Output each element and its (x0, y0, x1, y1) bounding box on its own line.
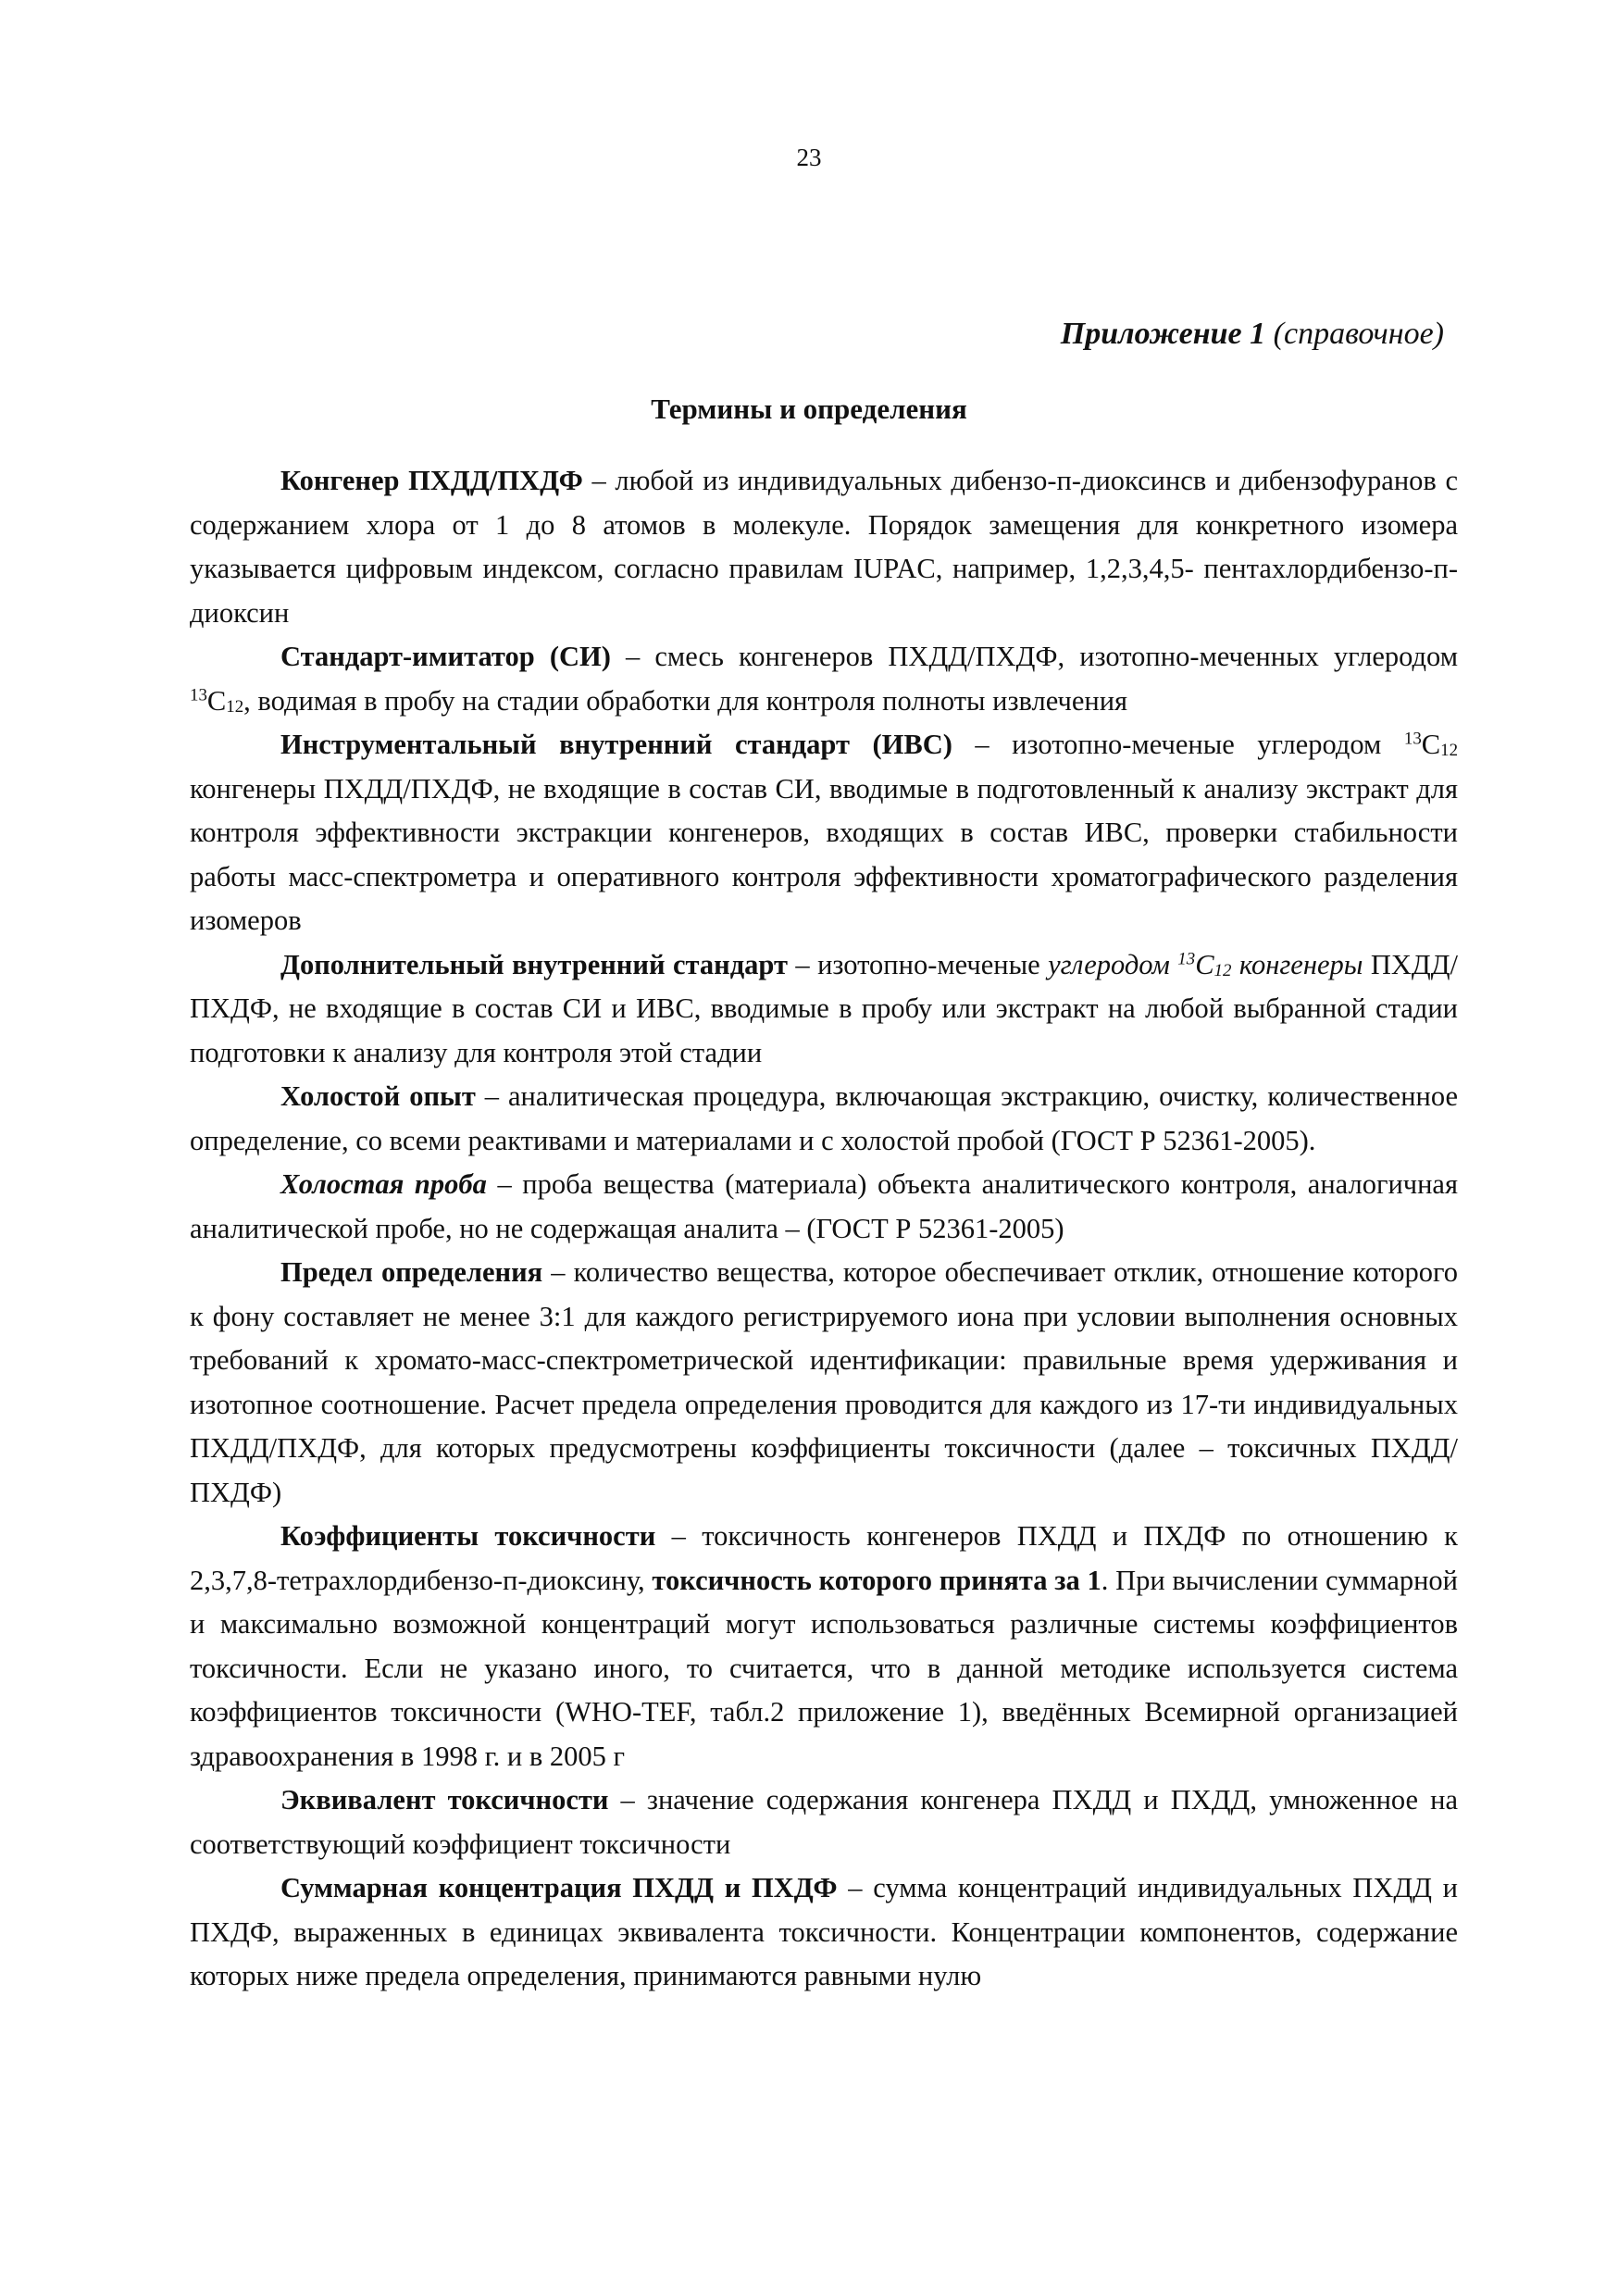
definition-instrumental-standard (190, 723, 1458, 943)
isotope-count: 12 (1214, 960, 1232, 980)
definition-text: ПХДД/ПХДФ, не входящие в состав СИ и ИВС, вводимые в пробу или экстракт на любой выбранной стадии подготовки к анализу для контроля этой стадии (190, 948, 1458, 1068)
definition-bold-text: токсичность которого принята за 1 (652, 1564, 1101, 1596)
definition-toxicity-factors (190, 1515, 1458, 1778)
page-number: 23 (796, 144, 822, 171)
definition-term: Дополнительный внутренний стандарт (280, 948, 788, 980)
definition-term: Стандарт-имитатор (СИ) (280, 641, 611, 672)
definition-term: Холостой опыт (280, 1080, 476, 1112)
definition-term: Холостая проба (280, 1168, 487, 1200)
definition-additional-standard (190, 943, 1458, 1076)
definition-text: конгенеры ПХДД/ПХДФ, не входящие в состав СИ, вводимые в подготовленный к анализу экстракт для контроля эффективности экстракции конгенеров, входящих в состав ИВС, проверки стабильности работы масс-спектрометра и оперативного контроля эффективности хроматографического разделения изомеров (190, 772, 1458, 936)
definition-text: – смесь конгенеров ПХДД/ПХДФ, изотопно-меченных углеродом (610, 641, 1459, 672)
definition-congener (190, 459, 1458, 635)
definition-text: . При вычислении суммарной и максимально возможной концентраций могут использоваться различные системы коэффициентов токсичности. Если не указано иного, то считается, что в данной методике используется система коэффициентов токсичности (WHO-TEF, табл.2 приложение 1), введённых Всемирной организацией здравоохранения в 1998 г. и в 2005 г (190, 1564, 1459, 1772)
definition-term: Эквивалент токсичности (280, 1784, 609, 1816)
isotope-element: C (1421, 729, 1441, 760)
isotope-count: 12 (1440, 740, 1459, 760)
definition-term: Предел определения (280, 1256, 543, 1288)
appendix-heading (1061, 317, 1444, 352)
definition-blank-experiment (190, 1075, 1458, 1163)
definition-total-concentration (190, 1866, 1458, 1999)
section-title: Термины и определения (651, 393, 967, 425)
isotope-mass: 13 (1177, 949, 1196, 969)
definition-text: – проба вещества (материала) объекта аналитического контроля, аналогичная аналитической пробе, но не содержащая аналита – (ГОСТ Р 52361-2005) (190, 1168, 1459, 1244)
definition-standard-imitator (190, 635, 1458, 723)
definition-term: Инструментальный внутренний стандарт (ИВС) (280, 729, 952, 760)
definition-detection-limit (190, 1251, 1458, 1515)
definition-text: – значение содержания конгенера ПХДД и ПХДД, умноженное на соответствующий коэффициент токсичности (190, 1784, 1459, 1860)
definition-italic-text: конгенеры (1231, 948, 1363, 980)
definition-toxicity-equivalent (190, 1778, 1458, 1866)
definition-term: Коэффициенты токсичности (280, 1520, 656, 1552)
definition-text: – любой из индивидуальных дибензо-п-диоксинсв и дибензофуранов с содержанием хлора от 1 до 8 атомов в молекуле. Порядок замещения для конкретного изомера указывается цифровым индексом, согласно правилам IUPAC, например, 1,2,3,4,5- пентахлордибензо-п-диоксин (190, 465, 1458, 629)
definitions-body (190, 459, 1458, 1999)
definition-text: – количество вещества, которое обеспечивает отклик, отношение которого к фону составляет не менее 3:1 для каждого регистрируемого иона при условии выполнения основных требований к хромато-масс-спектрометрической идентификации: правильные время удерживания и изотопное соотношение. Расчет предела определения проводится для каждого из 17-ти индивидуальных ПХДД/ПХДФ, для которых предусмотрены коэффициенты токсичности (далее – токсичных ПХДД/ПХДФ) (190, 1256, 1458, 1508)
definition-italic-text: углеродом (1048, 948, 1178, 980)
definition-term: Конгенер ПХДД/ПХДФ (280, 465, 583, 496)
definition-text: – изотопно-меченые (787, 948, 1049, 980)
definition-term: Суммарная концентрация ПХДД и ПХДФ (280, 1872, 838, 1903)
definition-text: – аналитическая процедура, включающая экстракцию, очистку, количественное определение, со всеми реактивами и материалами и с холостой пробой (ГОСТ Р 52361-2005). (190, 1080, 1458, 1156)
appendix-label: Приложение 1 (1060, 317, 1266, 351)
appendix-note: (справочное) (1265, 317, 1444, 351)
isotope-element: C (206, 684, 227, 717)
definition-text: – токсичность конгенеров ПХДД и ПХДФ по отношению к 2,3,7,8-тетрахлордибензо-п-диоксину, (190, 1520, 1459, 1596)
isotope-count: 12 (226, 696, 244, 717)
definition-blank-sample (190, 1163, 1458, 1251)
isotope-element: C (1195, 948, 1214, 980)
isotope-mass: 13 (190, 685, 207, 705)
definition-text: , водимая в пробу на стадии обработки для контроля полноты извлечения (243, 684, 1128, 717)
definition-text: – сумма концентраций индивидуальных ПХДД и ПХДФ, выраженных в единицах эквивалента токсичности. Концентрации компонентов, содержание которых ниже предела определения, принимаются равными нулю (190, 1872, 1458, 1991)
definition-text: – изотопно-меченые углеродом (952, 729, 1404, 760)
isotope-mass: 13 (1403, 729, 1422, 749)
